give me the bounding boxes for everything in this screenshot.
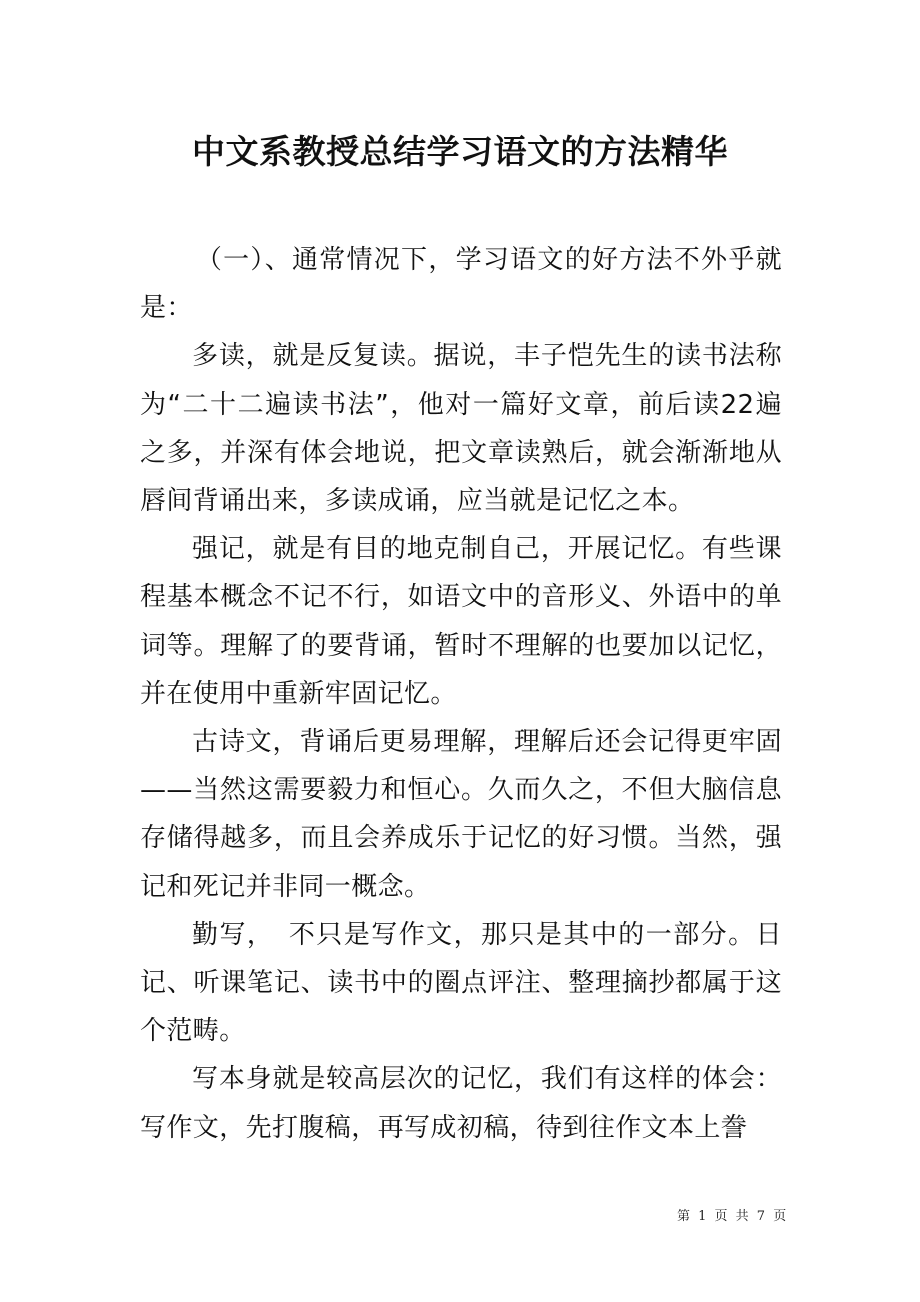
paragraph-memorize: 强记，就是有目的地克制自己，开展记忆。有些课程基本概念不记不行，如语文中的音形义、外语中的单词等。理解了的要背诵，暂时不理解的也要加以记忆，并在使用中重新牢固记忆。 xyxy=(140,534,782,709)
paragraph-read-more: 多读，就是反复读。据说，丰子恺先生的读书法称为“二十二遍读书法”，他对一篇好文章，前后读22遍之多，并深有体会地说，把文章读熟后，就会渐渐地从唇间背诵出来，多读成诵，应当就是记忆之本。 xyxy=(140,341,782,517)
page-number-footer: 第 1 页 共 7 页 xyxy=(677,1209,789,1224)
paragraph-write-often: 勤写， 不只是写作文，那只是其中的一部分。日记、听课笔记、读书中的圈点评注、整理摘抄都属于这个范畴。 xyxy=(140,919,782,1047)
paragraph-writing-memory: 写本身就是较高层次的记忆，我们有这样的体会：写作文，先打腹稿，再写成初稿，待到往作文本上誊 xyxy=(140,1064,782,1143)
document-title: 中文系教授总结学习语文的方法精华 xyxy=(192,132,728,171)
paragraph-classical-poetry: 古诗文，背诵后更易理解，理解后还会记得更牢固——当然这需要毅力和恒心。久而久之，不但大脑信息存储得越多，而且会养成乐于记忆的好习惯。当然，强记和死记并非同一概念。 xyxy=(140,727,782,902)
document-body xyxy=(140,236,782,1152)
paragraph-intro: （一）、通常情况下，学习语文的好方法不外乎就是： xyxy=(140,245,782,324)
